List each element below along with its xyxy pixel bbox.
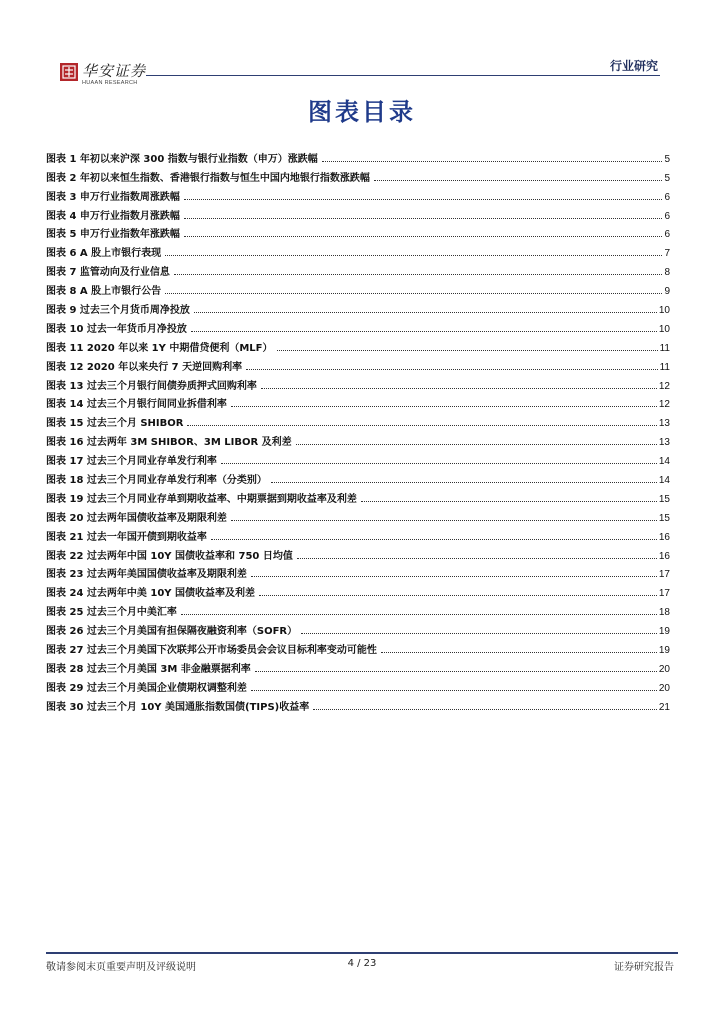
toc-entry[interactable] — [46, 354, 670, 373]
toc-entry[interactable] — [46, 316, 670, 335]
toc-entry-page: 7 — [664, 248, 670, 260]
toc-entry[interactable] — [46, 637, 670, 656]
toc-entry-page: 19 — [658, 626, 670, 638]
toc-entry[interactable] — [46, 373, 670, 392]
toc-entry-page: 5 — [664, 153, 670, 165]
toc-entry[interactable] — [46, 240, 670, 259]
toc-entry-label: 图表 11 2020 年以来 1Y 中期借贷便利（MLF） — [46, 342, 273, 354]
toc-entry[interactable] — [46, 448, 670, 467]
toc-leader-dots — [297, 558, 657, 559]
toc-leader-dots — [187, 425, 656, 426]
toc-entry-label: 图表 6 A 股上市银行表现 — [46, 248, 162, 260]
toc-entry[interactable] — [46, 486, 670, 505]
toc-entry-label: 图表 23 过去两年美国国债收益率及期限利差 — [46, 569, 247, 581]
toc-entry-page: 8 — [664, 267, 670, 279]
toc-leader-dots — [211, 539, 657, 540]
toc-leader-dots — [184, 236, 663, 237]
toc-entry[interactable] — [46, 392, 670, 411]
toc-entry-page: 10 — [658, 305, 670, 317]
toc-leader-dots — [165, 255, 662, 256]
toc-leader-dots — [261, 388, 657, 389]
toc-entry[interactable] — [46, 203, 670, 222]
toc-leader-dots — [194, 312, 657, 313]
section-label: 行业研究 — [609, 59, 658, 73]
toc-entry-label: 图表 20 过去两年国债收益率及期限利差 — [46, 512, 227, 524]
toc-entry[interactable] — [46, 259, 670, 278]
toc-entry-page: 14 — [658, 475, 670, 487]
toc-entry-label: 图表 10 过去一年货币月净投放 — [46, 323, 187, 335]
toc-entry-page: 5 — [664, 172, 670, 184]
toc-leader-dots — [277, 350, 658, 351]
toc-entry-page: 11 — [659, 342, 670, 354]
toc-entry-page: 19 — [658, 645, 670, 657]
toc-leader-dots — [174, 274, 663, 275]
table-of-figures — [46, 146, 670, 713]
toc-entry-page: 13 — [658, 437, 670, 449]
toc-entry-label: 图表 5 申万行业指数年涨跌幅 — [46, 229, 180, 241]
toc-leader-dots — [231, 406, 657, 407]
toc-entry[interactable] — [46, 146, 670, 165]
toc-entry-label: 图表 29 过去三个月美国企业债期权调整利差 — [46, 682, 247, 694]
toc-entry-label: 图表 15 过去三个月 SHIBOR — [46, 418, 184, 430]
toc-entry-label: 图表 22 过去两年中国 10Y 国债收益率和 750 日均值 — [46, 550, 293, 562]
toc-entry-label: 图表 8 A 股上市银行公告 — [46, 286, 162, 298]
toc-leader-dots — [296, 444, 657, 445]
toc-entry-label: 图表 2 年初以来恒生指数、香港银行指数与恒生中国内地银行指数涨跌幅 — [46, 172, 370, 184]
toc-entry[interactable] — [46, 297, 670, 316]
toc-entry[interactable] — [46, 165, 670, 184]
toc-entry-label: 图表 19 过去三个月同业存单到期收益率、中期票据到期收益率及利差 — [46, 493, 357, 505]
toc-entry-page: 15 — [658, 493, 670, 505]
company-name-en: HUAAN RESEARCH — [82, 80, 138, 86]
toc-entry-label: 图表 30 过去三个月 10Y 美国通胀指数国债(TIPS)收益率 — [46, 701, 310, 713]
toc-leader-dots — [181, 614, 657, 615]
toc-entry-page: 6 — [664, 210, 670, 222]
toc-entry-page: 9 — [664, 286, 670, 298]
toc-entry-page: 6 — [664, 229, 670, 241]
toc-entry[interactable] — [46, 429, 670, 448]
toc-entry-label: 图表 13 过去三个月银行间债券质押式回购利率 — [46, 380, 257, 392]
toc-entry[interactable] — [46, 467, 670, 486]
toc-entry-label: 图表 7 监管动向及行业信息 — [46, 267, 170, 279]
toc-entry-label: 图表 26 过去三个月美国有担保隔夜融资利率（SOFR） — [46, 626, 298, 638]
toc-entry[interactable] — [46, 656, 670, 675]
toc-entry-page: 18 — [658, 607, 670, 619]
toc-leader-dots — [259, 595, 657, 596]
toc-entry-page: 6 — [664, 191, 670, 203]
toc-entry-page: 12 — [658, 380, 670, 392]
toc-leader-dots — [301, 633, 657, 634]
company-name: 华安证券 — [82, 62, 147, 80]
toc-leader-dots — [246, 369, 657, 370]
toc-entry-page: 17 — [658, 588, 670, 600]
toc-entry-page: 14 — [658, 456, 670, 468]
toc-entry-label: 图表 24 过去两年中美 10Y 国债收益率及利差 — [46, 588, 255, 600]
toc-entry-page: 10 — [658, 323, 670, 335]
toc-leader-dots — [271, 482, 657, 483]
toc-leader-dots — [231, 520, 657, 521]
toc-leader-dots — [165, 293, 662, 294]
toc-entry[interactable] — [46, 278, 670, 297]
toc-leader-dots — [255, 671, 657, 672]
toc-leader-dots — [251, 690, 657, 691]
page-title: 图表目录 — [308, 98, 416, 126]
toc-entry-label: 图表 1 年初以来沪深 300 指数与银行业指数（申万）涨跌幅 — [46, 153, 318, 165]
toc-entry-label: 图表 21 过去一年国开债到期收益率 — [46, 531, 207, 543]
toc-entry[interactable] — [46, 618, 670, 637]
toc-entry[interactable] — [46, 524, 670, 543]
toc-entry-page: 17 — [658, 569, 670, 581]
toc-entry-label: 图表 27 过去三个月美国下次联邦公开市场委员会会议目标利率变动可能性 — [46, 645, 377, 657]
page-number: 4 / 23 — [347, 958, 377, 969]
footer-divider — [46, 952, 678, 954]
toc-entry-label: 图表 12 2020 年以来央行 7 天逆回购利率 — [46, 361, 243, 373]
toc-entry[interactable] — [46, 410, 670, 429]
toc-entry-label: 图表 17 过去三个月同业存单发行利率 — [46, 456, 217, 468]
toc-leader-dots — [191, 331, 657, 332]
report-type: 证券研究报告 — [614, 962, 674, 973]
toc-entry-label: 图表 16 过去两年 3M SHIBOR、3M LIBOR 及利差 — [46, 437, 292, 449]
toc-entry[interactable] — [46, 184, 670, 203]
toc-entry-label: 图表 4 申万行业指数月涨跌幅 — [46, 210, 180, 222]
toc-entry-label: 图表 3 申万行业指数周涨跌幅 — [46, 191, 180, 203]
toc-entry-label: 图表 9 过去三个月货币周净投放 — [46, 305, 190, 317]
header-divider — [146, 75, 660, 76]
toc-entry-label: 图表 28 过去三个月美国 3M 非金融票据利率 — [46, 663, 251, 675]
toc-entry[interactable] — [46, 599, 670, 618]
toc-leader-dots — [184, 218, 663, 219]
toc-entry-page: 12 — [658, 399, 670, 411]
toc-entry[interactable] — [46, 543, 670, 562]
page-header — [0, 0, 724, 100]
toc-entry-label: 图表 14 过去三个月银行间同业拆借利率 — [46, 399, 227, 411]
toc-entry-page: 11 — [659, 361, 670, 373]
toc-entry[interactable] — [46, 222, 670, 241]
toc-entry-page: 16 — [658, 531, 670, 543]
toc-entry-page: 13 — [658, 418, 670, 430]
company-logo-icon — [60, 63, 78, 81]
toc-entry-label: 图表 25 过去三个月中美汇率 — [46, 607, 177, 619]
toc-entry[interactable] — [46, 580, 670, 599]
toc-entry-page: 20 — [658, 682, 670, 694]
toc-entry-page: 15 — [658, 512, 670, 524]
toc-leader-dots — [251, 576, 657, 577]
toc-leader-dots — [374, 180, 663, 181]
toc-entry[interactable] — [46, 675, 670, 694]
toc-entry[interactable] — [46, 505, 670, 524]
toc-entry-page: 16 — [658, 550, 670, 562]
toc-leader-dots — [221, 463, 657, 464]
toc-leader-dots — [322, 161, 663, 162]
toc-leader-dots — [361, 501, 657, 502]
toc-entry[interactable] — [46, 694, 670, 713]
footer-disclaimer: 敬请参阅末页重要声明及评级说明 — [46, 962, 196, 973]
toc-leader-dots — [313, 709, 657, 710]
toc-entry[interactable] — [46, 335, 670, 354]
toc-entry-page: 20 — [658, 663, 670, 675]
toc-entry-label: 图表 18 过去三个月同业存单发行利率（分类别） — [46, 475, 267, 487]
toc-leader-dots — [381, 652, 657, 653]
toc-leader-dots — [184, 199, 663, 200]
toc-entry-page: 21 — [658, 701, 670, 713]
toc-entry[interactable] — [46, 562, 670, 581]
